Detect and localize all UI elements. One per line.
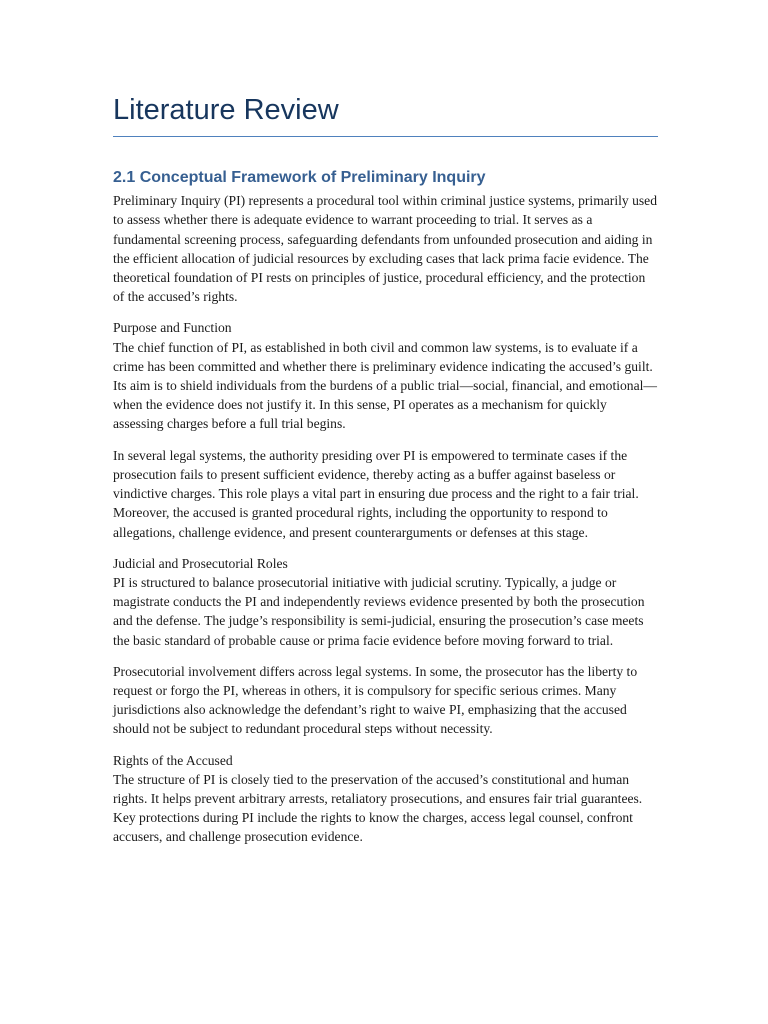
roles-subheading: Judicial and Prosecutorial Roles (113, 555, 288, 571)
purpose-subheading: Purpose and Function (113, 320, 232, 336)
rights-block (113, 751, 658, 847)
roles-paragraph-2: Prosecutorial involvement differs across legal systems. In some, the prosecutor has the liberty to request or forgo the PI, whereas in others, it is compulsory for specific serious crimes. Many jurisdictions also acknowledge the defendant’s right to waive PI, emphasizing that the accused should not be subject to redundant procedural steps without necessity. (113, 663, 638, 737)
purpose-paragraph-2: In several legal systems, the authority presiding over PI is empowered to terminate cases if the prosecution fails to present sufficient evidence, thereby acting as a buffer against baseless or vindictive charges. This role plays a vital part in ensuring due process and the right to a fair trial. Moreover, the accused is granted procedural rights, including the opportunity to respond to allegations, challenge evidence, and present counterarguments or defenses at this stage. (113, 447, 639, 540)
rights-subheading: Rights of the Accused (113, 752, 233, 768)
intro-paragraph: Preliminary Inquiry (PI) represents a procedural tool within criminal justice systems, primarily used to assess whether there is adequate evidence to warrant proceeding to trial. It serves as a fundamental screening process, safeguarding defendants from unfounded prosecution and aiding in the efficient allocation of judicial resources by excluding cases that lack prima facie evidence. The theoretical foundation of PI rests on principles of justice, procedural efficiency, and the protection of the accused’s rights. (113, 193, 657, 305)
section-heading: 2.1 Conceptual Framework of Preliminary Inquiry (113, 169, 486, 187)
document-content (113, 92, 658, 859)
roles-block (113, 554, 658, 650)
purpose-block (113, 318, 658, 433)
rights-paragraph-1: The structure of PI is closely tied to the preservation of the accused’s constitutional and human rights. It helps prevent arbitrary arrests, retaliatory prosecutions, and ensures fair trial guarantees. Key protections during PI include the rights to know the charges, access legal counsel, confront accusers, and challenge prosecution evidence. (113, 771, 643, 845)
document-title: Literature Review (113, 92, 658, 137)
purpose-paragraph-1: The chief function of PI, as established in both civil and common law systems, is to evaluate if a crime has been committed and whether there is preliminary evidence indicating the accused’s guilt. Its aim is to shield individuals from the burdens of a public trial—social, financial, and emotional—when the evidence does not justify it. In this sense, PI operates as a mechanism for quickly assessing charges before a full trial begins. (113, 339, 658, 432)
roles-paragraph-1: PI is structured to balance prosecutorial initiative with judicial scrutiny. Typically, a judge or magistrate conducts the PI and independently reviews evidence presented by both the prosecution and the defense. The judge’s responsibility is semi-judicial, ensuring the prosecution’s case meets the basic standard of probable cause or prima facie evidence before moving forward to trial. (113, 574, 645, 648)
